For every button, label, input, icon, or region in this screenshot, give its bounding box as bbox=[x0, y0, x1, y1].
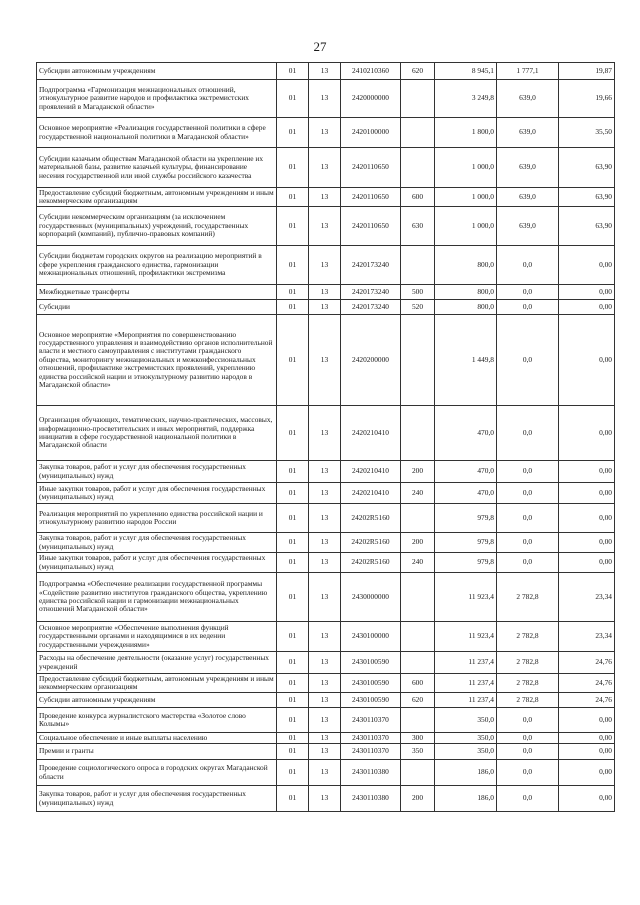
table-row bbox=[37, 148, 615, 188]
row-actual: 0,0 bbox=[497, 733, 559, 744]
table-row bbox=[37, 652, 615, 674]
row-plan: 11 237,4 bbox=[435, 693, 497, 708]
row-code: 2420210410 bbox=[341, 483, 401, 504]
row-percent: 0,00 bbox=[559, 760, 615, 786]
row-type bbox=[401, 246, 435, 285]
row-ministry: 01 bbox=[277, 406, 309, 461]
row-name: Организация обучающих, тематических, научно-практических, массовых, информационно-просветительских и иных мероприятий, поддержка инициатив в сфере государственной национальной политики в Магаданской области bbox=[37, 406, 277, 461]
table-row bbox=[37, 622, 615, 652]
row-name: Субсидии бюджетам городских округов на реализацию мероприятий в сфере укрепления гражданского единства, гармонизации межнациональных отношений, профилактики экстремизма bbox=[37, 246, 277, 285]
page-number: 27 bbox=[313, 39, 327, 54]
table-row bbox=[37, 744, 615, 760]
row-plan: 1 000,0 bbox=[435, 207, 497, 246]
row-percent: 0,00 bbox=[559, 708, 615, 733]
row-ministry: 01 bbox=[277, 461, 309, 483]
row-percent: 0,00 bbox=[559, 406, 615, 461]
row-section: 13 bbox=[309, 693, 341, 708]
row-name: Премии и гранты bbox=[37, 744, 277, 760]
row-type: 630 bbox=[401, 207, 435, 246]
row-ministry: 01 bbox=[277, 315, 309, 406]
table-row bbox=[37, 461, 615, 483]
table-row bbox=[37, 708, 615, 733]
row-type: 600 bbox=[401, 188, 435, 207]
row-code: 24202R5160 bbox=[341, 533, 401, 553]
row-actual: 0,0 bbox=[497, 786, 559, 812]
table-row bbox=[37, 760, 615, 786]
row-ministry: 01 bbox=[277, 744, 309, 760]
row-code: 2420110650 bbox=[341, 207, 401, 246]
row-percent: 19,87 bbox=[559, 63, 615, 80]
row-code: 2430110370 bbox=[341, 733, 401, 744]
row-name: Подпрограмма «Гармонизация межнациональных отношений, этнокультурное развитие народов и профилактика экстремистских проявлений в Магаданской области» bbox=[37, 80, 277, 118]
row-percent: 0,00 bbox=[559, 246, 615, 285]
table-row bbox=[37, 300, 615, 315]
row-percent: 24,76 bbox=[559, 674, 615, 693]
row-plan: 186,0 bbox=[435, 760, 497, 786]
row-type: 500 bbox=[401, 285, 435, 300]
row-section: 13 bbox=[309, 80, 341, 118]
row-type: 600 bbox=[401, 674, 435, 693]
row-name: Закупка товаров, работ и услуг для обеспечения государственных (муниципальных) нужд bbox=[37, 461, 277, 483]
row-ministry: 01 bbox=[277, 733, 309, 744]
row-code: 2430100000 bbox=[341, 622, 401, 652]
row-code: 2410210360 bbox=[341, 63, 401, 80]
row-name: Основное мероприятие «Реализация государственной политики в сфере государственной национальной политики в Магаданской области» bbox=[37, 118, 277, 148]
row-type: 350 bbox=[401, 744, 435, 760]
row-percent: 24,76 bbox=[559, 693, 615, 708]
row-name: Проведение социологического опроса в городских округах Магаданской области bbox=[37, 760, 277, 786]
row-section: 13 bbox=[309, 786, 341, 812]
row-code: 2420000000 bbox=[341, 80, 401, 118]
row-section: 13 bbox=[309, 533, 341, 553]
row-plan: 3 249,8 bbox=[435, 80, 497, 118]
row-section: 13 bbox=[309, 406, 341, 461]
row-ministry: 01 bbox=[277, 786, 309, 812]
row-ministry: 01 bbox=[277, 80, 309, 118]
row-ministry: 01 bbox=[277, 553, 309, 573]
row-ministry: 01 bbox=[277, 118, 309, 148]
row-actual: 0,0 bbox=[497, 553, 559, 573]
row-plan: 1 800,0 bbox=[435, 118, 497, 148]
row-actual: 0,0 bbox=[497, 744, 559, 760]
row-section: 13 bbox=[309, 674, 341, 693]
row-section: 13 bbox=[309, 118, 341, 148]
row-code: 2430000000 bbox=[341, 573, 401, 622]
row-plan: 979,8 bbox=[435, 504, 497, 533]
row-ministry: 01 bbox=[277, 188, 309, 207]
row-code: 2430110370 bbox=[341, 708, 401, 733]
row-plan: 800,0 bbox=[435, 285, 497, 300]
row-type bbox=[401, 406, 435, 461]
budget-table bbox=[36, 62, 615, 812]
row-code: 2430100590 bbox=[341, 693, 401, 708]
row-actual: 639,0 bbox=[497, 118, 559, 148]
row-actual: 0,0 bbox=[497, 708, 559, 733]
table-row bbox=[37, 533, 615, 553]
row-actual: 0,0 bbox=[497, 504, 559, 533]
row-section: 13 bbox=[309, 622, 341, 652]
row-section: 13 bbox=[309, 708, 341, 733]
row-section: 13 bbox=[309, 188, 341, 207]
row-plan: 979,8 bbox=[435, 553, 497, 573]
row-name: Предоставление субсидий бюджетным, автономным учреждениям и иным некоммерческим организациям bbox=[37, 188, 277, 207]
row-actual: 2 782,8 bbox=[497, 622, 559, 652]
row-code: 2420210410 bbox=[341, 406, 401, 461]
row-ministry: 01 bbox=[277, 207, 309, 246]
table-row bbox=[37, 246, 615, 285]
table-row bbox=[37, 63, 615, 80]
row-type bbox=[401, 118, 435, 148]
row-ministry: 01 bbox=[277, 573, 309, 622]
row-name: Основное мероприятие «Обеспечение выполнения функций государственными органами и находящимися в их ведении государственными учреждениями» bbox=[37, 622, 277, 652]
row-percent: 0,00 bbox=[559, 533, 615, 553]
row-name: Реализация мероприятий по укреплению единства российской нации и этнокультурному развитию народов России bbox=[37, 504, 277, 533]
row-name: Межбюджетные трансферты bbox=[37, 285, 277, 300]
row-ministry: 01 bbox=[277, 285, 309, 300]
row-percent: 0,00 bbox=[559, 483, 615, 504]
row-percent: 35,50 bbox=[559, 118, 615, 148]
row-actual: 639,0 bbox=[497, 80, 559, 118]
row-percent: 19,66 bbox=[559, 80, 615, 118]
row-code: 2420210410 bbox=[341, 461, 401, 483]
row-section: 13 bbox=[309, 285, 341, 300]
row-type bbox=[401, 652, 435, 674]
table-row bbox=[37, 573, 615, 622]
row-percent: 23,34 bbox=[559, 573, 615, 622]
row-section: 13 bbox=[309, 461, 341, 483]
row-percent: 0,00 bbox=[559, 553, 615, 573]
row-type: 620 bbox=[401, 63, 435, 80]
row-actual: 0,0 bbox=[497, 315, 559, 406]
row-name: Расходы на обеспечение деятельности (оказание услуг) государственных учреждений bbox=[37, 652, 277, 674]
row-name: Основное мероприятие «Мероприятия по совершенствованию государственного управления и взаимодействию органов исполнительной власти и местного самоуправления с институтами гражданского общества, мониторингу межнациональных и межконфессиональных отношений, профилактике экстремистских проявлений, укреплению единства российской нации и этнокультурному развитию народов в Магаданской области» bbox=[37, 315, 277, 406]
row-plan: 11 923,4 bbox=[435, 622, 497, 652]
row-type bbox=[401, 80, 435, 118]
row-name: Иные закупки товаров, работ и услуг для обеспечения государственных (муниципальных) нужд bbox=[37, 483, 277, 504]
row-code: 2430110380 bbox=[341, 760, 401, 786]
row-ministry: 01 bbox=[277, 760, 309, 786]
row-plan: 350,0 bbox=[435, 733, 497, 744]
row-plan: 800,0 bbox=[435, 246, 497, 285]
row-ministry: 01 bbox=[277, 300, 309, 315]
row-actual: 639,0 bbox=[497, 148, 559, 188]
row-type: 240 bbox=[401, 553, 435, 573]
row-name: Закупка товаров, работ и услуг для обеспечения государственных (муниципальных) нужд bbox=[37, 533, 277, 553]
row-ministry: 01 bbox=[277, 246, 309, 285]
row-name: Субсидии автономным учреждениям bbox=[37, 693, 277, 708]
row-code: 2420100000 bbox=[341, 118, 401, 148]
row-actual: 0,0 bbox=[497, 406, 559, 461]
row-section: 13 bbox=[309, 246, 341, 285]
row-actual: 0,0 bbox=[497, 285, 559, 300]
row-type: 520 bbox=[401, 300, 435, 315]
row-ministry: 01 bbox=[277, 483, 309, 504]
row-type: 200 bbox=[401, 786, 435, 812]
row-name: Социальное обеспечение и иные выплаты населению bbox=[37, 733, 277, 744]
row-section: 13 bbox=[309, 300, 341, 315]
table-body bbox=[37, 63, 615, 812]
row-actual: 1 777,1 bbox=[497, 63, 559, 80]
row-plan: 979,8 bbox=[435, 533, 497, 553]
row-actual: 0,0 bbox=[497, 483, 559, 504]
row-actual: 0,0 bbox=[497, 533, 559, 553]
table-row bbox=[37, 207, 615, 246]
row-plan: 186,0 bbox=[435, 786, 497, 812]
row-plan: 1 000,0 bbox=[435, 188, 497, 207]
row-code: 2420173240 bbox=[341, 300, 401, 315]
row-percent: 63,90 bbox=[559, 207, 615, 246]
row-type: 300 bbox=[401, 733, 435, 744]
row-percent: 0,00 bbox=[559, 285, 615, 300]
row-code: 2420173240 bbox=[341, 246, 401, 285]
row-name: Субсидии автономным учреждениям bbox=[37, 63, 277, 80]
row-actual: 2 782,8 bbox=[497, 674, 559, 693]
table-row bbox=[37, 693, 615, 708]
row-name: Подпрограмма «Обеспечение реализации государственной программы «Содействие развитию институтов гражданского общества, укреплению единства российской нации и гармонизации межнациональных отношений Магаданской области» bbox=[37, 573, 277, 622]
row-code: 2420110650 bbox=[341, 188, 401, 207]
row-percent: 63,90 bbox=[559, 148, 615, 188]
row-plan: 11 237,4 bbox=[435, 652, 497, 674]
table-row bbox=[37, 786, 615, 812]
row-ministry: 01 bbox=[277, 652, 309, 674]
row-section: 13 bbox=[309, 63, 341, 80]
row-section: 13 bbox=[309, 207, 341, 246]
row-percent: 0,00 bbox=[559, 786, 615, 812]
row-percent: 0,00 bbox=[559, 315, 615, 406]
row-ministry: 01 bbox=[277, 533, 309, 553]
row-section: 13 bbox=[309, 652, 341, 674]
row-section: 13 bbox=[309, 760, 341, 786]
row-actual: 0,0 bbox=[497, 246, 559, 285]
row-plan: 350,0 bbox=[435, 744, 497, 760]
row-plan: 8 945,1 bbox=[435, 63, 497, 80]
row-code: 2420200000 bbox=[341, 315, 401, 406]
row-percent: 63,90 bbox=[559, 188, 615, 207]
row-plan: 470,0 bbox=[435, 461, 497, 483]
row-section: 13 bbox=[309, 573, 341, 622]
row-code: 2430100590 bbox=[341, 652, 401, 674]
row-actual: 2 782,8 bbox=[497, 573, 559, 622]
table-row bbox=[37, 315, 615, 406]
row-code: 2430110370 bbox=[341, 744, 401, 760]
table-row bbox=[37, 118, 615, 148]
row-type bbox=[401, 148, 435, 188]
row-ministry: 01 bbox=[277, 63, 309, 80]
row-ministry: 01 bbox=[277, 622, 309, 652]
row-percent: 0,00 bbox=[559, 300, 615, 315]
row-type bbox=[401, 760, 435, 786]
row-plan: 470,0 bbox=[435, 483, 497, 504]
table-row bbox=[37, 733, 615, 744]
row-name: Проведение конкурса журналистского мастерства «Золотое слово Колымы» bbox=[37, 708, 277, 733]
row-actual: 639,0 bbox=[497, 188, 559, 207]
row-percent: 0,00 bbox=[559, 461, 615, 483]
row-name: Предоставление субсидий бюджетным, автономным учреждениям и иным некоммерческим организациям bbox=[37, 674, 277, 693]
table-row bbox=[37, 406, 615, 461]
row-name: Субсидии некоммерческим организациям (за исключением государственных (муниципальных) учреждений, государственных корпораций (компаний), публично-правовых компаний) bbox=[37, 207, 277, 246]
row-actual: 0,0 bbox=[497, 461, 559, 483]
row-code: 24202R5160 bbox=[341, 553, 401, 573]
row-type bbox=[401, 504, 435, 533]
row-percent: 0,00 bbox=[559, 504, 615, 533]
row-percent: 24,76 bbox=[559, 652, 615, 674]
row-plan: 11 237,4 bbox=[435, 674, 497, 693]
row-plan: 1 000,0 bbox=[435, 148, 497, 188]
table-row bbox=[37, 504, 615, 533]
table-row bbox=[37, 80, 615, 118]
row-actual: 2 782,8 bbox=[497, 652, 559, 674]
row-section: 13 bbox=[309, 744, 341, 760]
row-section: 13 bbox=[309, 148, 341, 188]
row-percent: 23,34 bbox=[559, 622, 615, 652]
table-row bbox=[37, 483, 615, 504]
table-row bbox=[37, 188, 615, 207]
row-code: 2430110380 bbox=[341, 786, 401, 812]
row-type bbox=[401, 315, 435, 406]
row-name: Закупка товаров, работ и услуг для обеспечения государственных (муниципальных) нужд bbox=[37, 786, 277, 812]
row-type: 240 bbox=[401, 483, 435, 504]
row-type: 620 bbox=[401, 693, 435, 708]
row-ministry: 01 bbox=[277, 148, 309, 188]
row-code: 24202R5160 bbox=[341, 504, 401, 533]
row-ministry: 01 bbox=[277, 708, 309, 733]
row-actual: 2 782,8 bbox=[497, 693, 559, 708]
row-type: 200 bbox=[401, 533, 435, 553]
row-code: 2420173240 bbox=[341, 285, 401, 300]
row-section: 13 bbox=[309, 504, 341, 533]
row-type bbox=[401, 622, 435, 652]
row-section: 13 bbox=[309, 315, 341, 406]
row-plan: 470,0 bbox=[435, 406, 497, 461]
table-row bbox=[37, 553, 615, 573]
row-type bbox=[401, 573, 435, 622]
row-actual: 0,0 bbox=[497, 300, 559, 315]
row-ministry: 01 bbox=[277, 674, 309, 693]
row-plan: 800,0 bbox=[435, 300, 497, 315]
row-code: 2420110650 bbox=[341, 148, 401, 188]
row-actual: 0,0 bbox=[497, 760, 559, 786]
row-actual: 639,0 bbox=[497, 207, 559, 246]
row-name: Субсидии казачьим обществам Магаданской области на укрепление их материальной базы, развитие казачьей культуры, финансирование несения государственной или иной службы российского казачества bbox=[37, 148, 277, 188]
row-percent: 0,00 bbox=[559, 744, 615, 760]
row-plan: 350,0 bbox=[435, 708, 497, 733]
row-code: 2430100590 bbox=[341, 674, 401, 693]
table-row bbox=[37, 674, 615, 693]
row-section: 13 bbox=[309, 483, 341, 504]
table-row bbox=[37, 285, 615, 300]
row-name: Субсидии bbox=[37, 300, 277, 315]
row-section: 13 bbox=[309, 733, 341, 744]
row-section: 13 bbox=[309, 553, 341, 573]
row-name: Иные закупки товаров, работ и услуг для обеспечения государственных (муниципальных) нужд bbox=[37, 553, 277, 573]
row-type: 200 bbox=[401, 461, 435, 483]
row-plan: 1 449,8 bbox=[435, 315, 497, 406]
row-percent: 0,00 bbox=[559, 733, 615, 744]
row-plan: 11 923,4 bbox=[435, 573, 497, 622]
row-ministry: 01 bbox=[277, 504, 309, 533]
row-ministry: 01 bbox=[277, 693, 309, 708]
row-type bbox=[401, 708, 435, 733]
